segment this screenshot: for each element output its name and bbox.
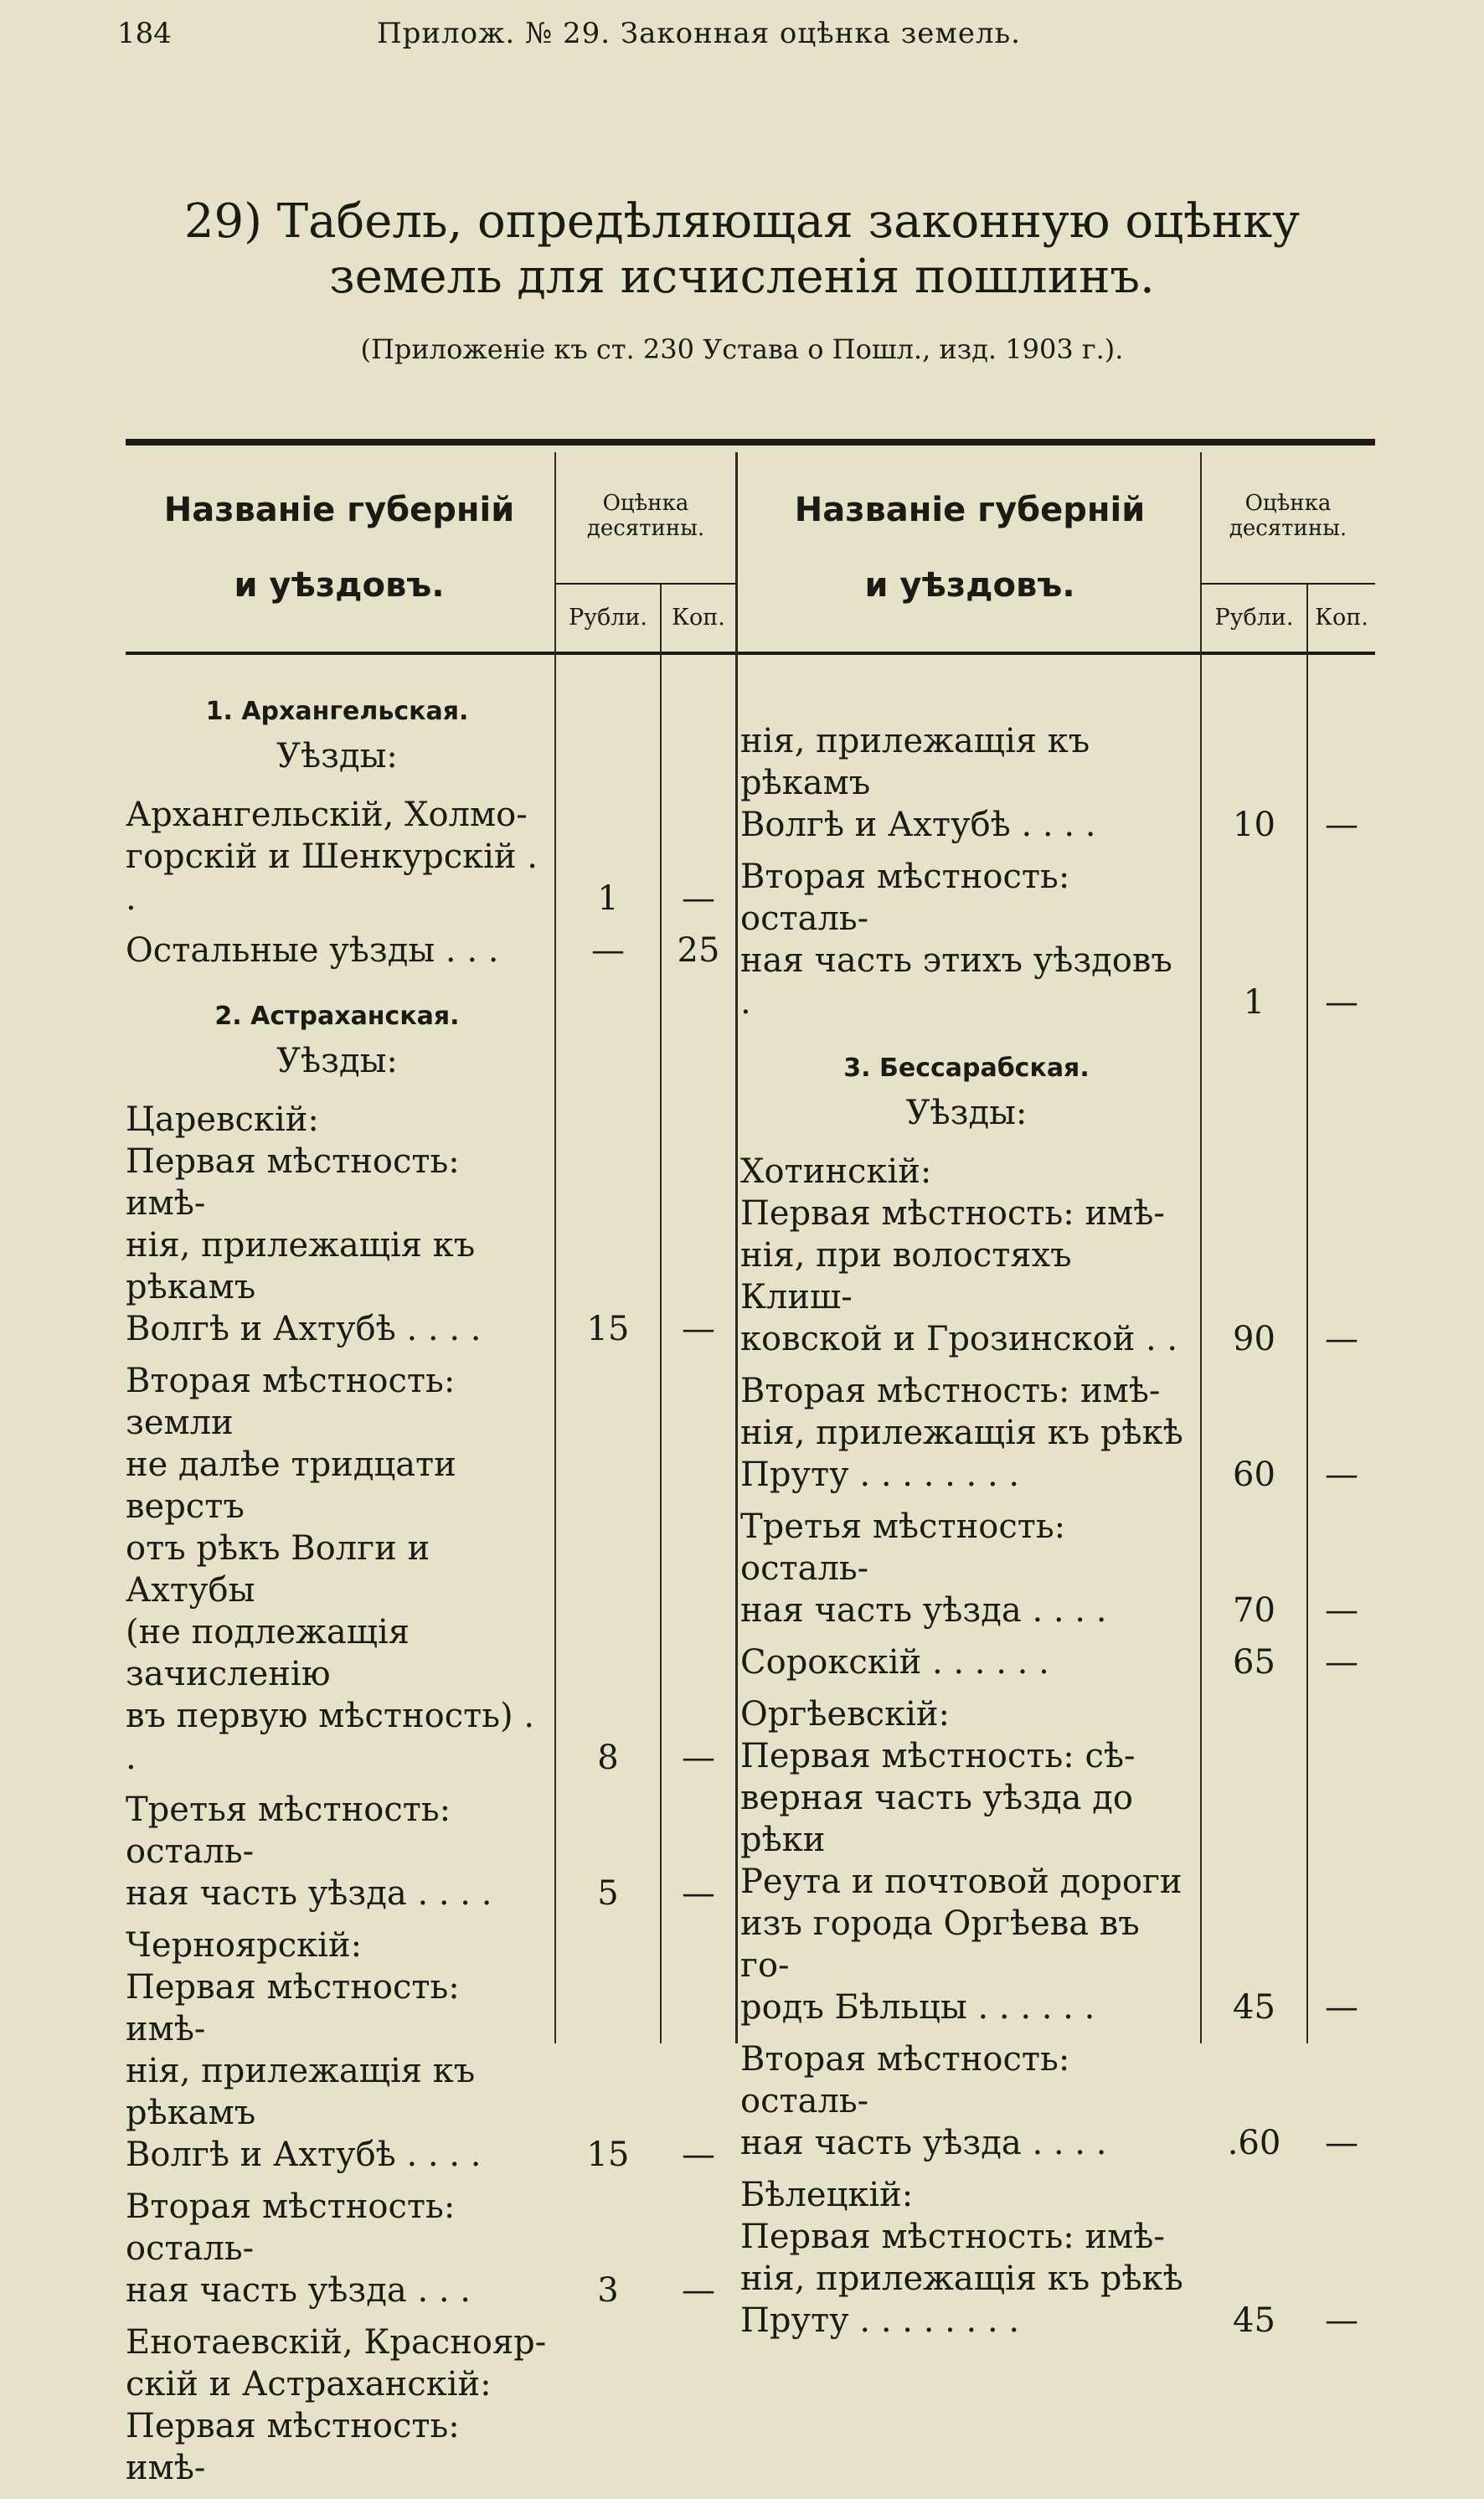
table-row <box>740 2174 1375 2342</box>
district-text: Вторая мѣстность: осталь- ная часть уѣзда . . . <box>126 2187 471 2310</box>
page-title <box>0 194 1484 305</box>
header-valuation-right: Оцѣнка десятины. <box>1229 491 1347 541</box>
rubles-value: 45 <box>1233 1988 1275 2027</box>
table-row <box>740 1506 1375 1631</box>
table-row <box>126 1924 735 2176</box>
province-heading: 3. Бессарабская. <box>843 1054 1090 1083</box>
table-row <box>126 1099 735 1350</box>
district-text: Сорокскій . . . . . . <box>740 1643 1049 1682</box>
district-text: Третья мѣстность: осталь- ная часть уѣзда . . . . <box>740 1507 1107 1630</box>
running-head: Прилож. № 29. Законная оцѣнка земель. <box>377 17 1021 50</box>
rubles-value: 65 <box>1233 1643 1275 1682</box>
table-row <box>126 794 735 920</box>
kopecks-value: — <box>1325 1988 1358 2027</box>
table-row <box>740 1693 1375 2028</box>
table-row <box>126 1789 735 1914</box>
rubles-value: — <box>591 931 625 970</box>
kopecks-value: — <box>682 2136 715 2174</box>
kopecks-value: — <box>1325 806 1358 844</box>
header-name-right-2: и уѣздовъ. <box>864 566 1075 605</box>
province-heading: 1. Архангельская. <box>205 697 469 726</box>
district-text: Оргѣевскій: Первая мѣстность: сѣ- верная часть уѣзда до рѣки Реута и почтовой дороги изъ города Оргѣева въ го- родъ Бѣльцы . . . . . . <box>740 1695 1183 2027</box>
table-header-bottom-rule <box>126 652 1375 655</box>
rubles-value: 45 <box>1233 2301 1275 2340</box>
table-row <box>740 720 1375 846</box>
districts-label: Уѣзды: <box>905 1094 1028 1132</box>
rubles-value: 70 <box>1233 1591 1275 1630</box>
district-text: Вторая мѣстность: осталь- ная часть уѣзда . . . . <box>740 2040 1107 2162</box>
table-row <box>740 1370 1375 1496</box>
rubles-value: 15 <box>586 1310 630 1348</box>
header-valuation-left: Оцѣнка десятины. <box>586 491 705 541</box>
kopecks-value: — <box>1325 2301 1358 2340</box>
rubles-value: 3 <box>597 2271 619 2310</box>
kopecks-value: — <box>682 2271 715 2310</box>
kopecks-value: — <box>682 1310 715 1348</box>
header-name-left-2: и уѣздовъ. <box>234 566 445 605</box>
title-text: 29) Табель, опредѣляющая законную оцѣнку земель для исчисленія пошлинъ. <box>183 194 1301 304</box>
rubles-value: 8 <box>597 1739 619 1777</box>
kopecks-value: — <box>682 1739 715 1777</box>
district-text: Третья мѣстность: осталь- ная часть уѣзда . . . . <box>126 1791 492 1913</box>
rubles-value: .60 <box>1227 2124 1281 2162</box>
table-row <box>740 1641 1375 1683</box>
table-row <box>740 856 1375 1023</box>
kopecks-value: 25 <box>677 931 720 970</box>
page-subtitle: (Приложеніе къ ст. 230 Устава о Пошл., изд. 1903 г.). <box>360 333 1124 365</box>
header-rubles-left: Рубли. <box>568 605 648 631</box>
districts-label: Уѣзды: <box>276 1042 398 1080</box>
district-text: Вторая мѣстность: имѣ- нія, прилежащія къ рѣкѣ Пруту . . . . . . . . <box>740 1372 1183 1494</box>
header-kopecks-left: Коп. <box>672 605 725 631</box>
district-text: нія, прилежащія къ рѣкамъ Волгѣ и Ахтубѣ . . . . <box>740 722 1096 844</box>
kopecks-value: — <box>682 1874 715 1913</box>
table-top-rule <box>126 439 1375 446</box>
kopecks-value: — <box>682 879 715 918</box>
district-text: Хотинскій: Первая мѣстность: имѣ- нія, при волостяхъ Клиш- ковской и Грозинской . . <box>740 1152 1178 1358</box>
kopecks-value: — <box>1325 2124 1358 2162</box>
rubles-value: 90 <box>1233 1320 1275 1358</box>
district-text: Енотаевскій, Краснояр- скій и Астраханскій: Первая мѣстность: имѣ- <box>126 2323 547 2487</box>
table-row <box>126 1360 735 1779</box>
rubles-value: 1 <box>597 879 619 918</box>
header-kopecks-right: Коп. <box>1315 605 1368 631</box>
valuation-sub-rule-right <box>1202 583 1375 585</box>
table-row <box>126 930 735 971</box>
rubles-value: 5 <box>597 1874 619 1913</box>
left-column <box>126 670 735 2499</box>
district-text: Вторая мѣстность: осталь- ная часть этихъ уѣздовъ . <box>740 858 1172 1022</box>
rubles-value: 60 <box>1233 1456 1275 1494</box>
header-rubles-right: Рубли. <box>1214 605 1294 631</box>
table-row <box>126 2321 735 2489</box>
district-text: Архангельскій, Холмо- горскій и Шенкурскій . . <box>126 796 538 918</box>
district-text: Царевскій: Первая мѣстность: имѣ- нія, прилежащія къ рѣкамъ Волгѣ и Ахтубѣ . . . . <box>126 1100 482 1348</box>
rubles-value: 15 <box>586 2136 630 2174</box>
header-name-left-1: Названіе губерній <box>163 491 515 529</box>
table-row <box>126 2186 735 2311</box>
kopecks-value: — <box>1325 1591 1358 1630</box>
valuation-sub-rule-left <box>556 583 735 585</box>
province-heading: 2. Астраханская. <box>214 1002 460 1031</box>
right-column <box>740 720 1375 2352</box>
kopecks-value: — <box>1325 1643 1358 1682</box>
kopecks-value: — <box>1325 1320 1358 1358</box>
kopecks-value: — <box>1325 983 1358 1022</box>
divider-center <box>735 452 738 2043</box>
rubles-value: 1 <box>1243 983 1265 1022</box>
table-row <box>740 1151 1375 1360</box>
header-name-right-1: Названіе губерній <box>794 491 1146 529</box>
districts-label: Уѣзды: <box>276 737 398 775</box>
rubles-value: 10 <box>1233 806 1275 844</box>
district-text: Черноярскій: Первая мѣстность: имѣ- нія, прилежащія къ рѣкамъ Волгѣ и Ахтубѣ . . . . <box>126 1926 482 2174</box>
district-text: Остальные уѣзды . . . <box>126 931 499 970</box>
district-text: Вторая мѣстность: земли не далѣе тридцати верстъ отъ рѣкъ Волги и Ахтубы (не подлежащія зачисленію въ первую мѣстность) . . <box>126 1362 535 1777</box>
kopecks-value: — <box>1325 1456 1358 1494</box>
district-text: Бѣлецкій: Первая мѣстность: имѣ- нія, прилежащія къ рѣкѣ Пруту . . . . . . . . <box>740 2176 1183 2340</box>
table-row <box>740 2038 1375 2164</box>
page-number: 184 <box>117 17 172 50</box>
